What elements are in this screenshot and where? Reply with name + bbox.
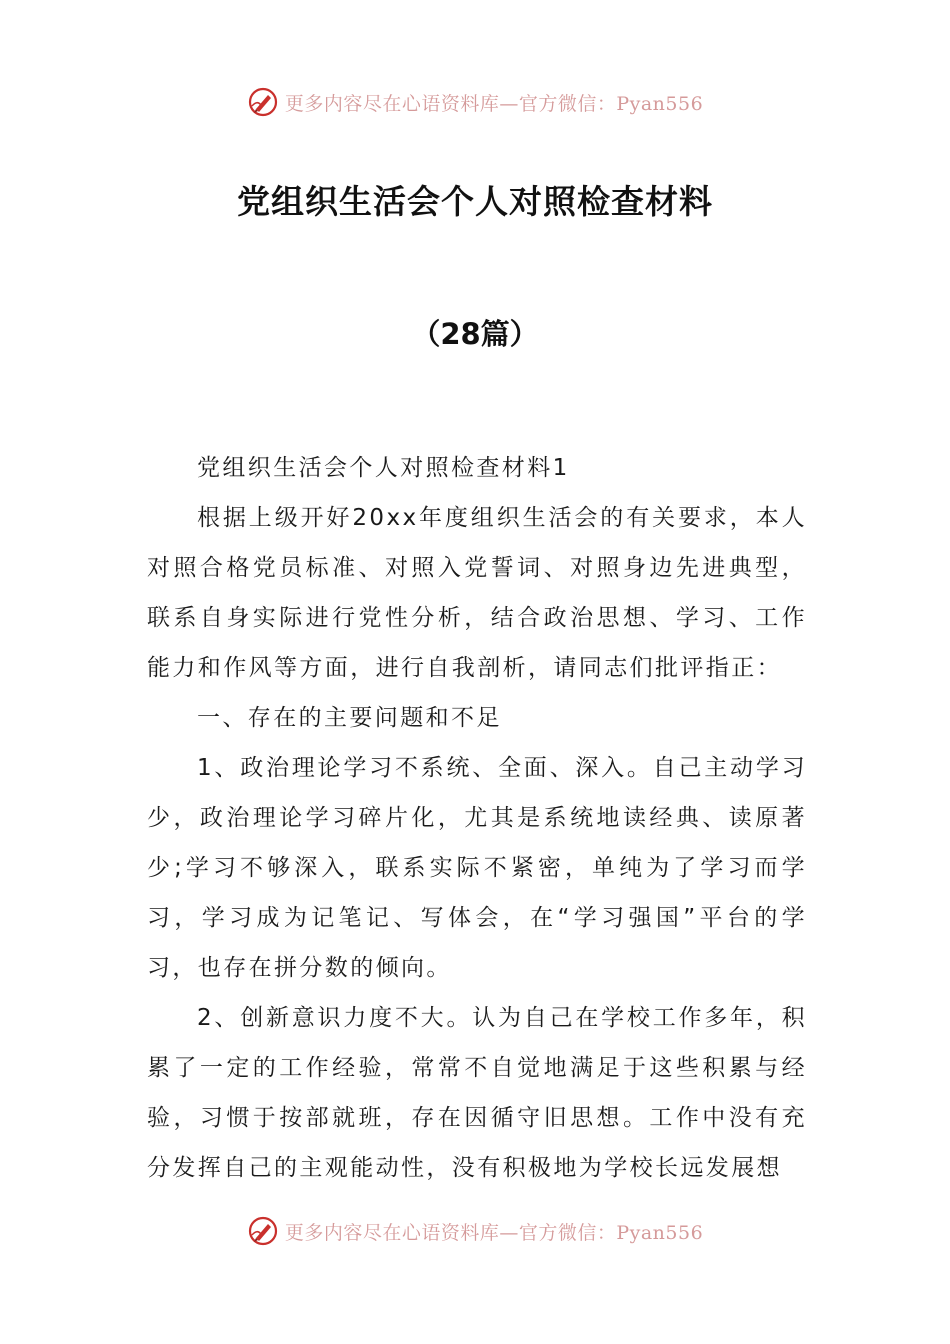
section-heading: 党组织生活会个人对照检查材料1 — [197, 455, 570, 481]
paragraph: 根据上级开好20xx年度组织生活会的有关要求，本人对照合格党员标准、对照入党誓词、对照身边先进典型，联系自身实际进行党性分析，结合政治思想、学习、工作能力和作风等方面，进行自我剖析，请同志们批评指正： — [147, 505, 807, 681]
watermark-text: 更多内容尽在心语资料库—官方微信：Pyan556 — [284, 1221, 704, 1244]
paragraph: 1、政治理论学习不系统、全面、深入。自己主动学习少，政治理论学习碎片化，尤其是系统地读经典、读原著少;学习不够深入，联系实际不紧密，单纯为了学习而学习，学习成为记笔记、写体会，在“学习强国”平台的学习，也存在拼分数的倾向。 — [147, 755, 807, 981]
header-watermark — [0, 82, 950, 122]
watermark-text: 更多内容尽在心语资料库—官方微信：Pyan556 — [284, 92, 704, 115]
document-title: 党组织生活会个人对照检查材料 — [237, 182, 713, 221]
document-body — [147, 443, 807, 1193]
footer-watermark — [0, 1211, 950, 1251]
document-subtitle: （28篇） — [411, 317, 539, 351]
pen-logo-icon — [247, 1215, 279, 1247]
paragraph: 2、创新意识力度不大。认为自己在学校工作多年，积累了一定的工作经验，常常不自觉地满足于这些积累与经验，习惯于按部就班，存在因循守旧思想。工作中没有充分发挥自己的主观能动性，没有积极地为学校长远发展想 — [147, 1005, 807, 1181]
pen-logo-icon — [247, 86, 279, 118]
section-heading: 一、存在的主要问题和不足 — [197, 705, 502, 731]
